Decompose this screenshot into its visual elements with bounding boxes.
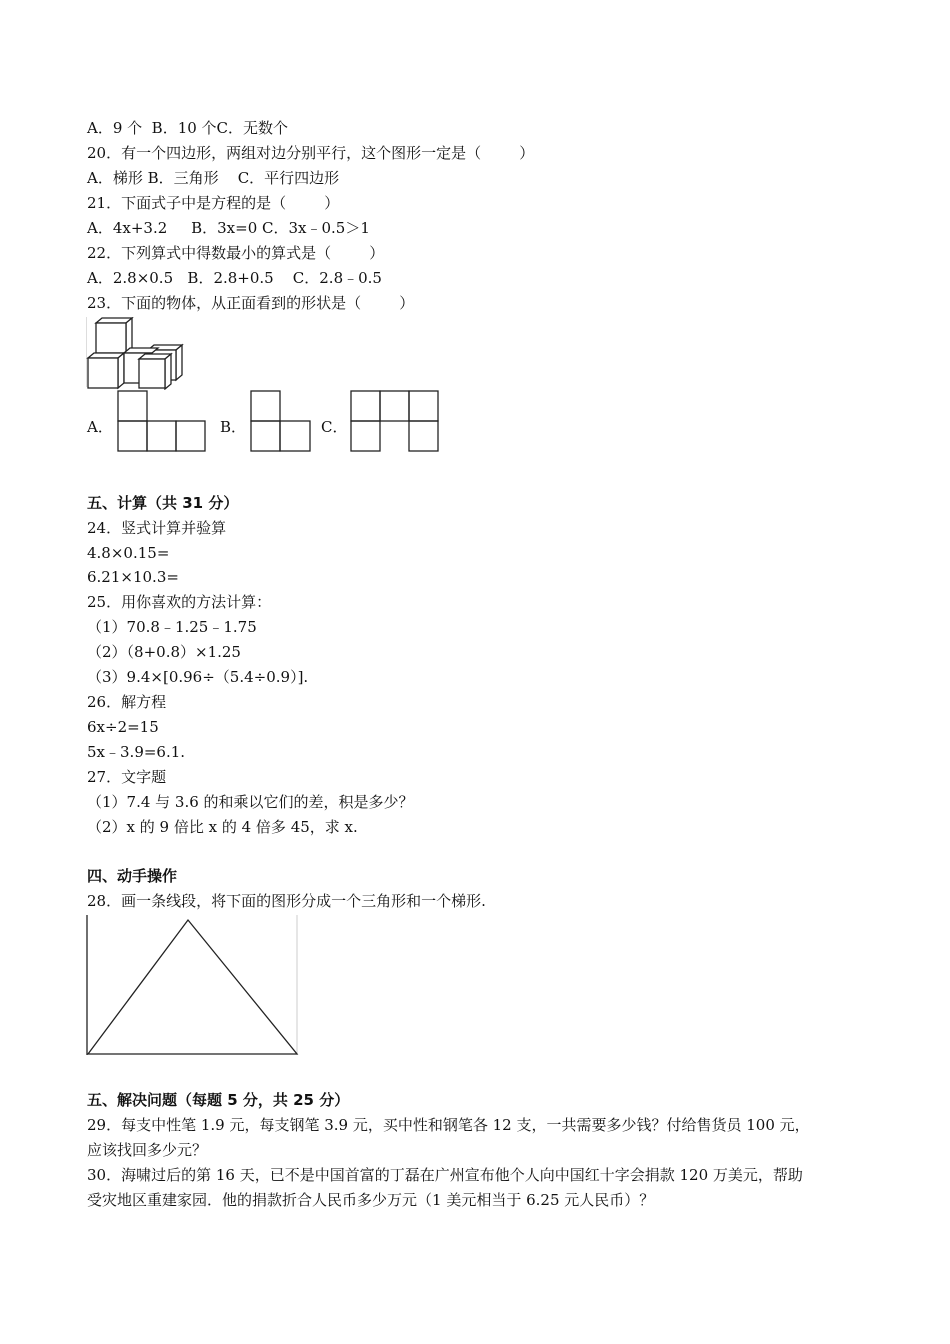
q20-text: 20．有一个四边形，两组对边分别平行，这个图形一定是（ ） [87,144,535,162]
cube-object-figure [86,317,186,390]
q27b: （2）x 的 9 倍比 x 的 4 倍多 45，求 x. [87,818,358,836]
q26-text: 26．解方程 [87,693,167,711]
q25-text: 25．用你喜欢的方法计算： [87,593,272,611]
option-b-figure [250,390,311,452]
option-b-label: B． [220,418,247,436]
q20-options: A．梯形 B．三角形 C．平行四边形 [87,169,340,187]
q22-text: 22．下列算式中得数最小的算式是（ ） [87,244,385,262]
q23-text: 23．下面的物体，从正面看到的形状是（ ） [87,294,415,312]
q28-text: 28．画一条线段，将下面的图形分成一个三角形和一个梯形. [87,892,486,910]
q24-text: 24．竖式计算并验算 [87,519,227,537]
option-a-label: A． [87,418,113,436]
q27a: （1）7.4 与 3.6 的和乘以它们的差，积是多少？ [87,793,414,811]
q30-line2: 受灾地区重建家园．他的捐款折合人民币多少万元（1 美元相当于 6.25 元人民币）？ [87,1191,655,1209]
q19-options: A．9 个 B．10 个C．无数个 [87,119,289,137]
q25c: （3）9.4×[0.96÷（5.4÷0.9）]. [87,668,309,686]
section-calc-heading: 五、计算（共 31 分） [87,494,239,512]
q21-options: A．4x+3.2 B．3x=0 C．3x﹣0.5＞1 [87,219,370,237]
q27-text: 27．文字题 [87,768,167,786]
q24a: 4.8×0.15= [87,544,170,562]
section-hands-heading: 四、动手操作 [87,867,178,885]
option-c-figure [350,390,440,452]
option-c-label: C． [321,418,348,436]
q26b: 5x﹣3.9=6.1. [87,743,186,761]
q30-line1: 30．海啸过后的第 16 天，已不是中国首富的丁磊在广州宣布他个人向中国红十字会捐款 120 万美元，帮助 [87,1166,803,1184]
q25a: （1）70.8﹣1.25﹣1.75 [87,618,257,636]
q29-line2: 应该找回多少元？ [87,1141,208,1159]
q25b: （2）（8+0.8）×1.25 [87,643,241,661]
q29-line1: 29．每支中性笔 1.9 元，每支钢笔 3.9 元，买中性和钢笔各 12 支，一共需要多少钱？付给售货员 100 元， [87,1116,810,1134]
section-solve-heading: 五、解决问题（每题 5 分，共 25 分） [87,1091,350,1109]
option-a-figure [117,390,206,452]
q22-options: A．2.8×0.5 B．2.8+0.5 C．2.8﹣0.5 [87,269,382,287]
q21-text: 21．下面式子中是方程的是（ ） [87,194,340,212]
q26a: 6x÷2=15 [87,718,159,736]
q24b: 6.21×10.3= [87,568,179,586]
triangle-figure [85,915,300,1057]
